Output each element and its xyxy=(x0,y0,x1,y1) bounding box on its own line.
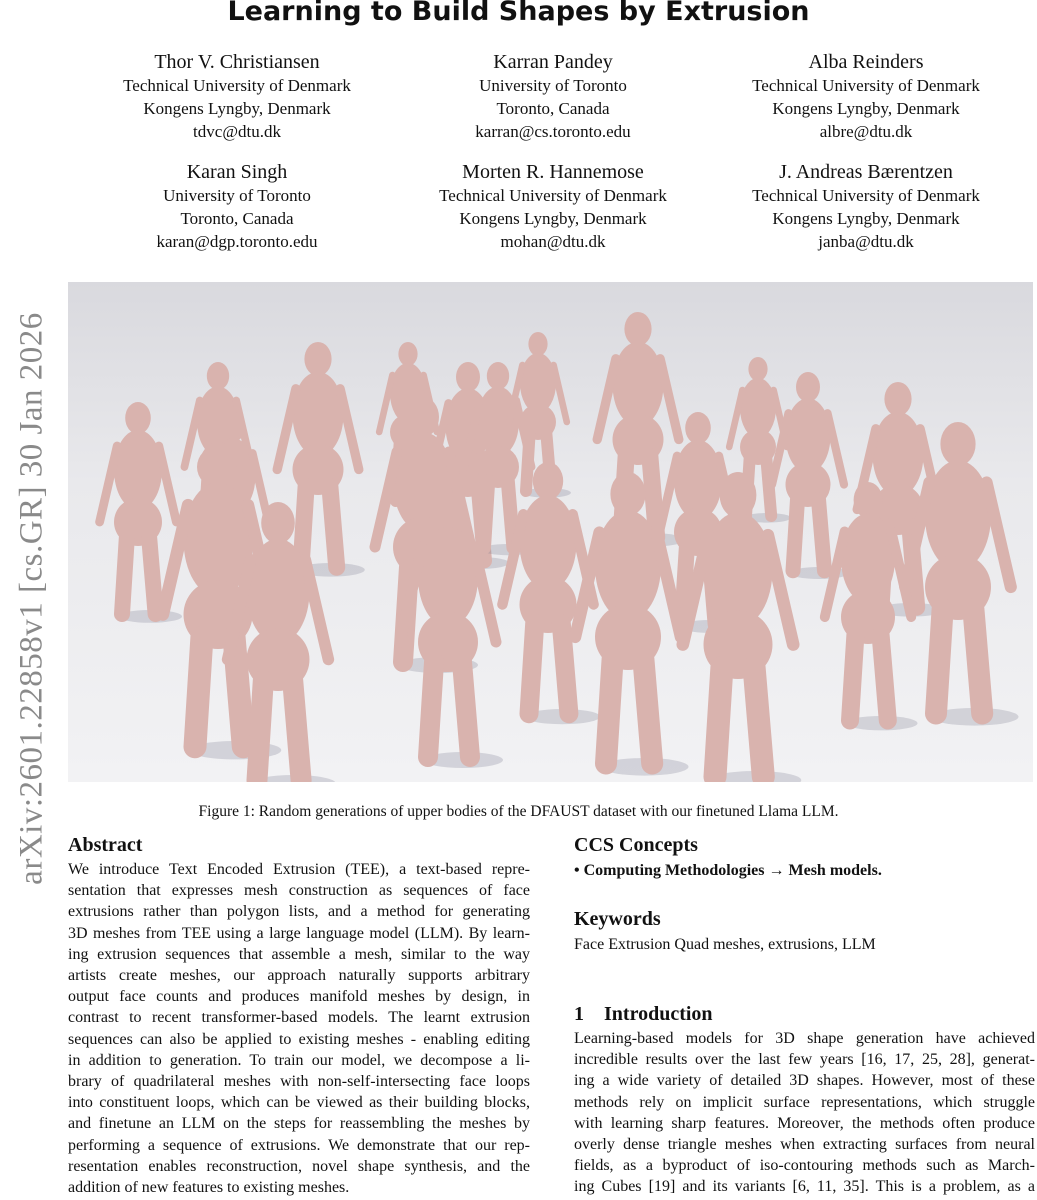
figure-1-image xyxy=(68,282,1033,782)
text-line: performing a sequence of extrusions. We demonstrate that our rep- xyxy=(68,1136,530,1154)
abstract-section xyxy=(68,832,530,1198)
text-line: 3D meshes from TEE using a large language model (LLM). By learn- xyxy=(68,924,530,942)
body-mesh xyxy=(597,312,685,547)
author-name: Karran Pandey xyxy=(493,51,613,73)
author-name: Alba Reinders xyxy=(808,51,924,73)
author-affiliation: Technical University of Denmark xyxy=(752,186,980,205)
text-line: extrusions rather than polygon lists, and a method for generating xyxy=(68,903,530,921)
text-line: brary of quadrilateral meshes with non-self-intersecting face loops xyxy=(68,1073,530,1091)
author-affiliation: University of Toronto xyxy=(163,186,311,205)
author-email: mohan@dtu.dk xyxy=(500,232,606,251)
author-block xyxy=(388,50,718,143)
ccs-heading: CCS Concepts xyxy=(574,834,698,856)
author-email: tdvc@dtu.dk xyxy=(193,122,281,141)
text-line: resentation enables reconstruction, novel shape synthesis, and the xyxy=(68,1157,530,1175)
text-line: contrast to recent transformer-based models. The learnt extrusion xyxy=(68,1009,530,1027)
author-email: karan@dgp.toronto.edu xyxy=(156,232,318,251)
arxiv-stamp: arXiv:2601.22858v1 [cs.GR] 30 Jan 2026 xyxy=(13,312,50,885)
ccs-section xyxy=(574,832,1035,884)
text-line: in addition to generation. To train our model, we decompose a li- xyxy=(68,1051,530,1069)
text-line: artists create meshes, our approach naturally supports arbitrary xyxy=(68,967,530,985)
author-name: Karan Singh xyxy=(186,161,288,183)
text-line: ing extrusion sequences that assemble a mesh, similar to the way xyxy=(68,945,530,963)
author-location: Kongens Lyngby, Denmark xyxy=(143,99,331,118)
text-line: methods rely on implicit surface representations, which struggle xyxy=(574,1093,1035,1111)
text-line: with learning sharp features. Moreover, the methods often produce xyxy=(574,1114,1035,1132)
author-block xyxy=(72,160,402,253)
author-block xyxy=(701,160,1031,253)
author-email: karran@cs.toronto.edu xyxy=(475,122,631,141)
author-affiliation: Technical University of Denmark xyxy=(123,76,351,95)
author-location: Kongens Lyngby, Denmark xyxy=(772,209,960,228)
text-line: overly dense triangle meshes when extracting surfaces from neural xyxy=(574,1136,1035,1154)
author-affiliation: Technical University of Denmark xyxy=(752,76,980,95)
abstract-heading: Abstract xyxy=(68,834,143,856)
body-mesh xyxy=(575,472,688,776)
text-line: ing Cubes [19] and its variants [6, 11, 35]. This is a problem, as a xyxy=(574,1178,1035,1196)
introduction-heading: 1 Introduction xyxy=(574,1003,713,1025)
text-line: addition of new features to existing meshes. xyxy=(68,1179,350,1197)
author-location: Kongens Lyngby, Denmark xyxy=(772,99,960,118)
text-line: ing a wide variety of detailed 3D shapes. However, most of these xyxy=(574,1072,1035,1090)
figure-caption: Figure 1: Random generations of upper bodies of the DFAUST dataset with our finetuned Llama LLM. xyxy=(198,803,839,820)
author-email: albre@dtu.dk xyxy=(819,122,913,141)
text-line: sequences can also be applied to existing meshes - enabling editing xyxy=(68,1030,530,1048)
author-block xyxy=(72,50,402,143)
text-line: sentation that expresses mesh construction as sequences of face xyxy=(68,882,530,900)
text-line: output face counts and produces manifold meshes by design, in xyxy=(68,988,530,1006)
author-block xyxy=(701,50,1031,143)
keywords-heading: Keywords xyxy=(574,908,661,930)
author-email: janba@dtu.dk xyxy=(818,232,914,251)
text-line: and finetune an LLM on the steps for reassembling the meshes by xyxy=(68,1115,530,1133)
keywords-text: Face Extrusion Quad meshes, extrusions, LLM xyxy=(574,936,876,953)
body-mesh xyxy=(277,342,365,577)
author-name: J. Andreas Bærentzen xyxy=(779,161,953,183)
author-affiliation: Technical University of Denmark xyxy=(439,186,667,205)
ccs-item: • Computing Methodologies → Mesh models. xyxy=(574,862,882,879)
author-location: Toronto, Canada xyxy=(496,99,610,118)
author-location: Toronto, Canada xyxy=(180,209,294,228)
introduction-section xyxy=(574,1001,1035,1198)
keywords-section xyxy=(574,906,1035,958)
generated-body-meshes xyxy=(68,282,1033,782)
author-block xyxy=(388,160,718,253)
text-line: We introduce Text Encoded Extrusion (TEE), a text-based repre- xyxy=(68,861,530,878)
author-name: Thor V. Christiansen xyxy=(154,51,320,73)
author-location: Kongens Lyngby, Denmark xyxy=(459,209,647,228)
paper-title: Learning to Build Shapes by Extrusion xyxy=(227,0,810,27)
text-line: incredible results over the last few years [16, 17, 25, 28], generat- xyxy=(574,1051,1035,1069)
text-line: Learning-based models for 3D shape generation have achieved xyxy=(574,1030,1035,1047)
author-affiliation: University of Toronto xyxy=(479,76,627,95)
author-name: Morten R. Hannemose xyxy=(462,161,644,183)
text-line: fields, as a byproduct of iso-contouring methods such as March- xyxy=(574,1157,1035,1175)
text-line: into constituent loops, which can be viewed as their building blocks, xyxy=(68,1094,530,1112)
